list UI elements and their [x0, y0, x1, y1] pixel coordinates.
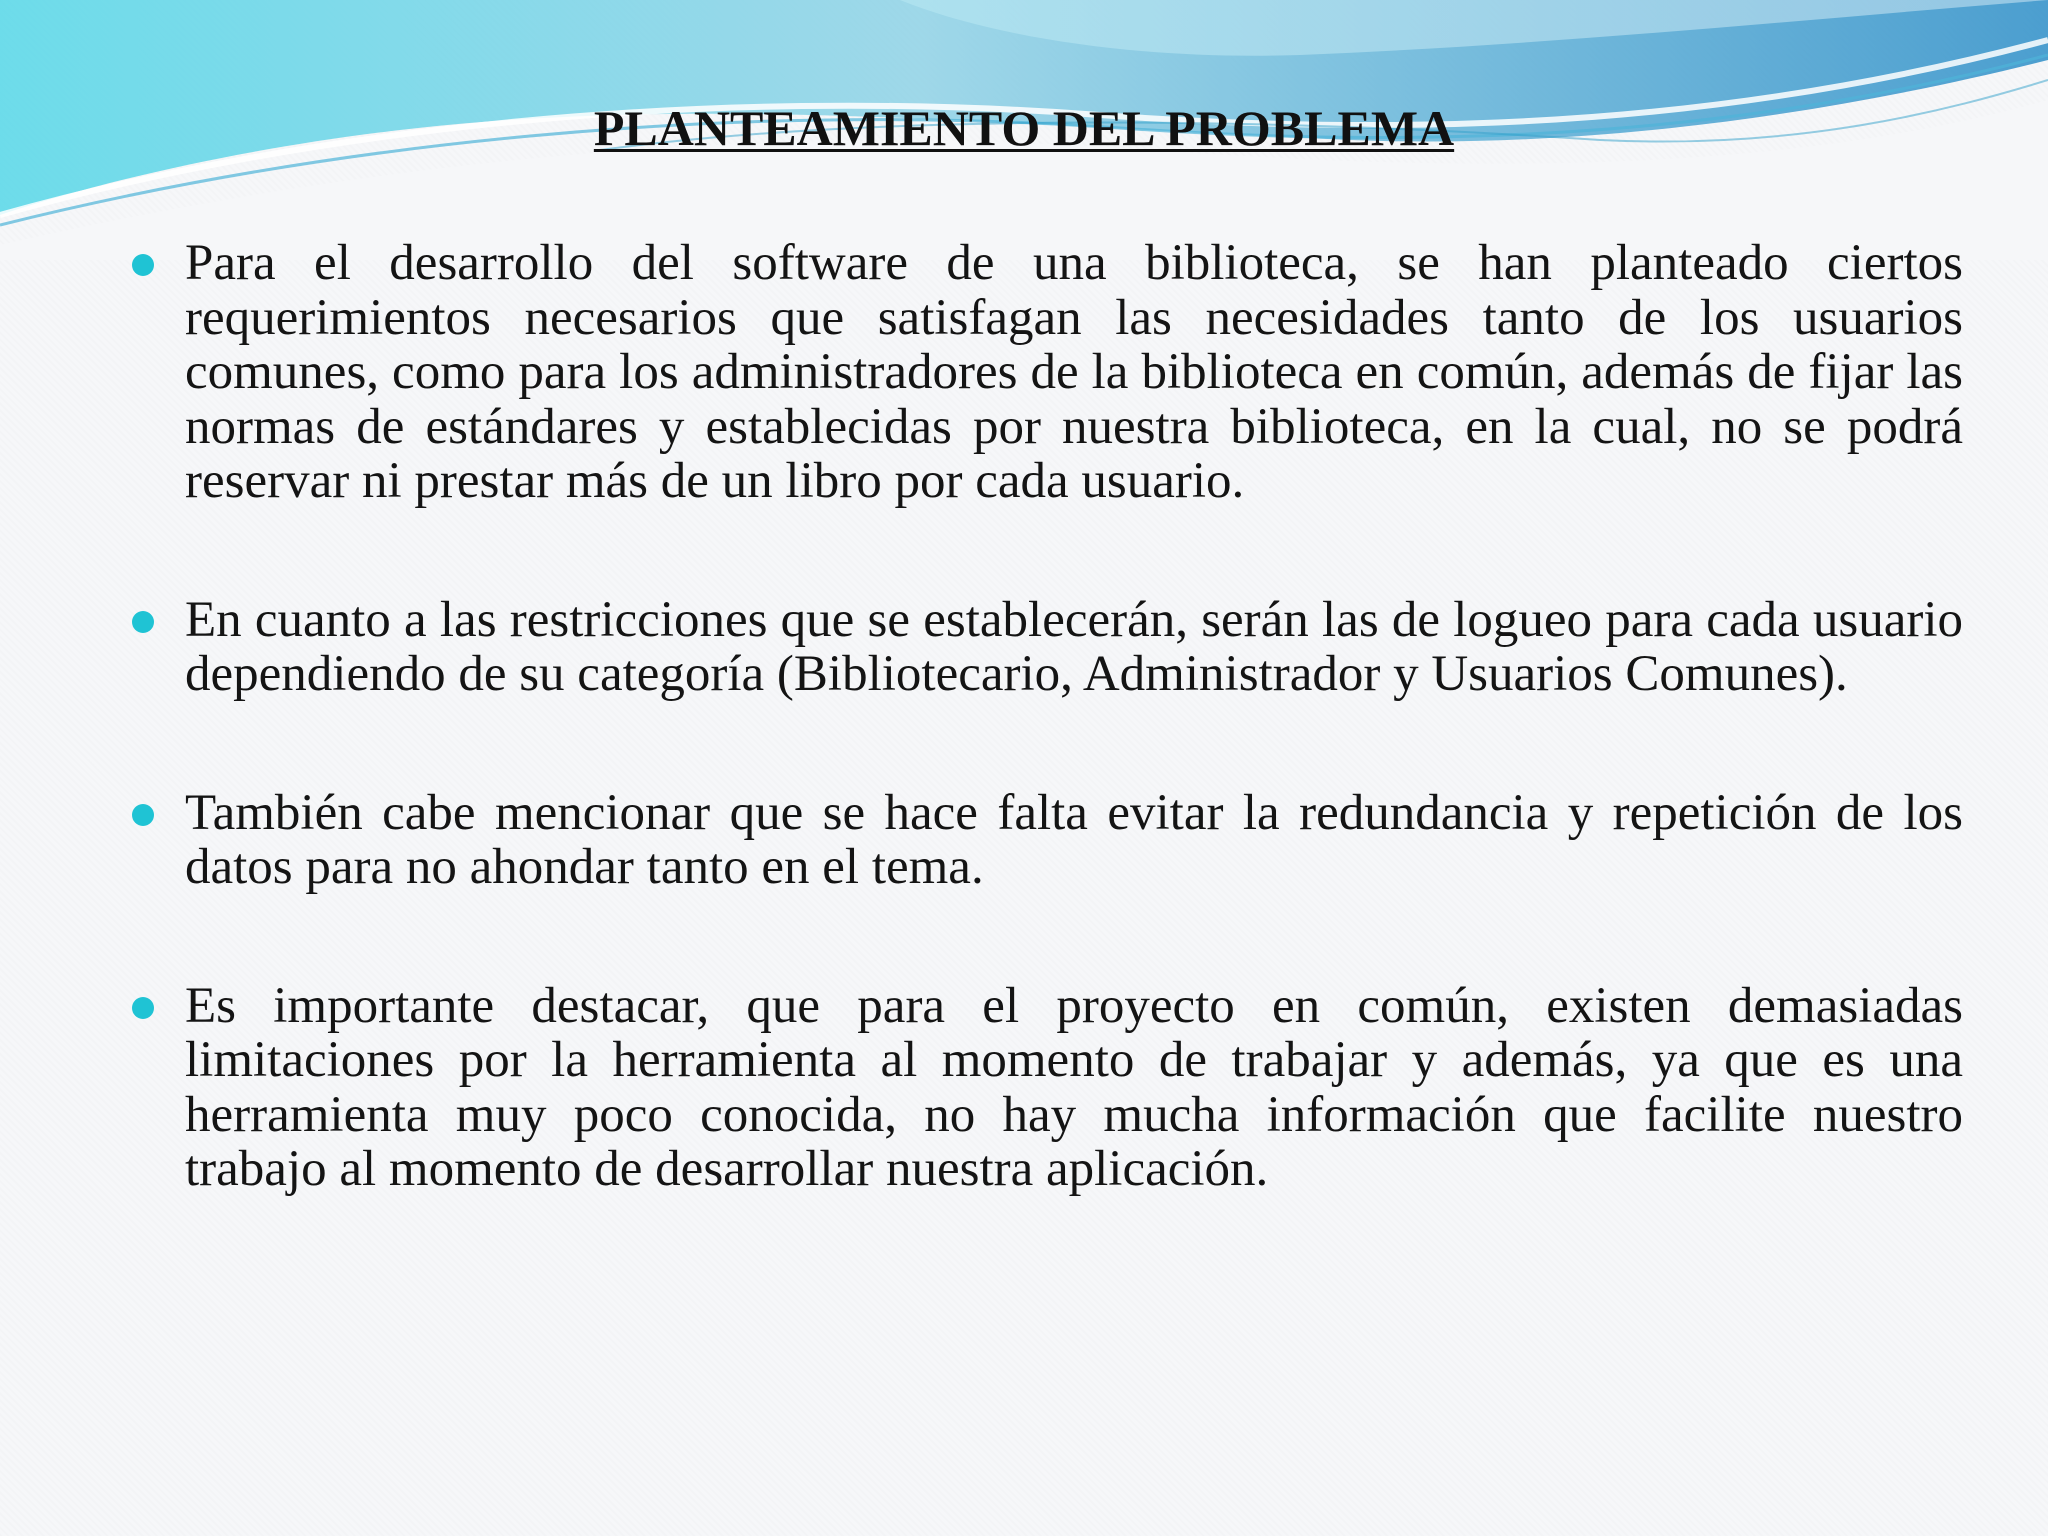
bullet-icon — [132, 611, 154, 633]
bullet-text: Para el desarrollo del software de una biblioteca, se han planteado ciertos requerimientos necesarios que satisfagan las necesidades tanto de los usuarios comunes, como para los administradores de la biblioteca en común, además de fijar las normas de estándares y establecidas por nuestra biblioteca, en la cual, no se podrá reservar ni prestar más de un libro por cada usuario. — [185, 235, 1963, 509]
slide-title-text: PLANTEAMIENTO DEL PROBLEMA — [593, 100, 1455, 156]
bullet-item — [185, 236, 1963, 509]
bullet-icon — [132, 804, 154, 826]
bullet-icon — [132, 254, 154, 276]
bullet-item — [185, 786, 1963, 895]
slide-title — [0, 98, 2048, 158]
bullet-icon — [132, 997, 154, 1019]
bullet-list — [0, 236, 2048, 1197]
bullet-text: También cabe mencionar que se hace falta evitar la redundancia y repetición de los datos para no ahondar tanto en el tema. — [185, 784, 1963, 895]
bullet-text: En cuanto a las restricciones que se establecerán, serán las de logueo para cada usuario dependiendo de su categoría (Bibliotecario, Administrador y Usuarios Comunes). — [185, 591, 1963, 702]
bullet-item — [185, 979, 1963, 1197]
bullet-text: Es importante destacar, que para el proyecto en común, existen demasiadas limitaciones por la herramienta al momento de trabajar y además, ya que es una herramienta muy poco conocida, no hay mucha información que facilite nuestro trabajo al momento de desarrollar nuestra aplicación. — [185, 977, 1963, 1197]
bullet-item — [185, 593, 1963, 702]
